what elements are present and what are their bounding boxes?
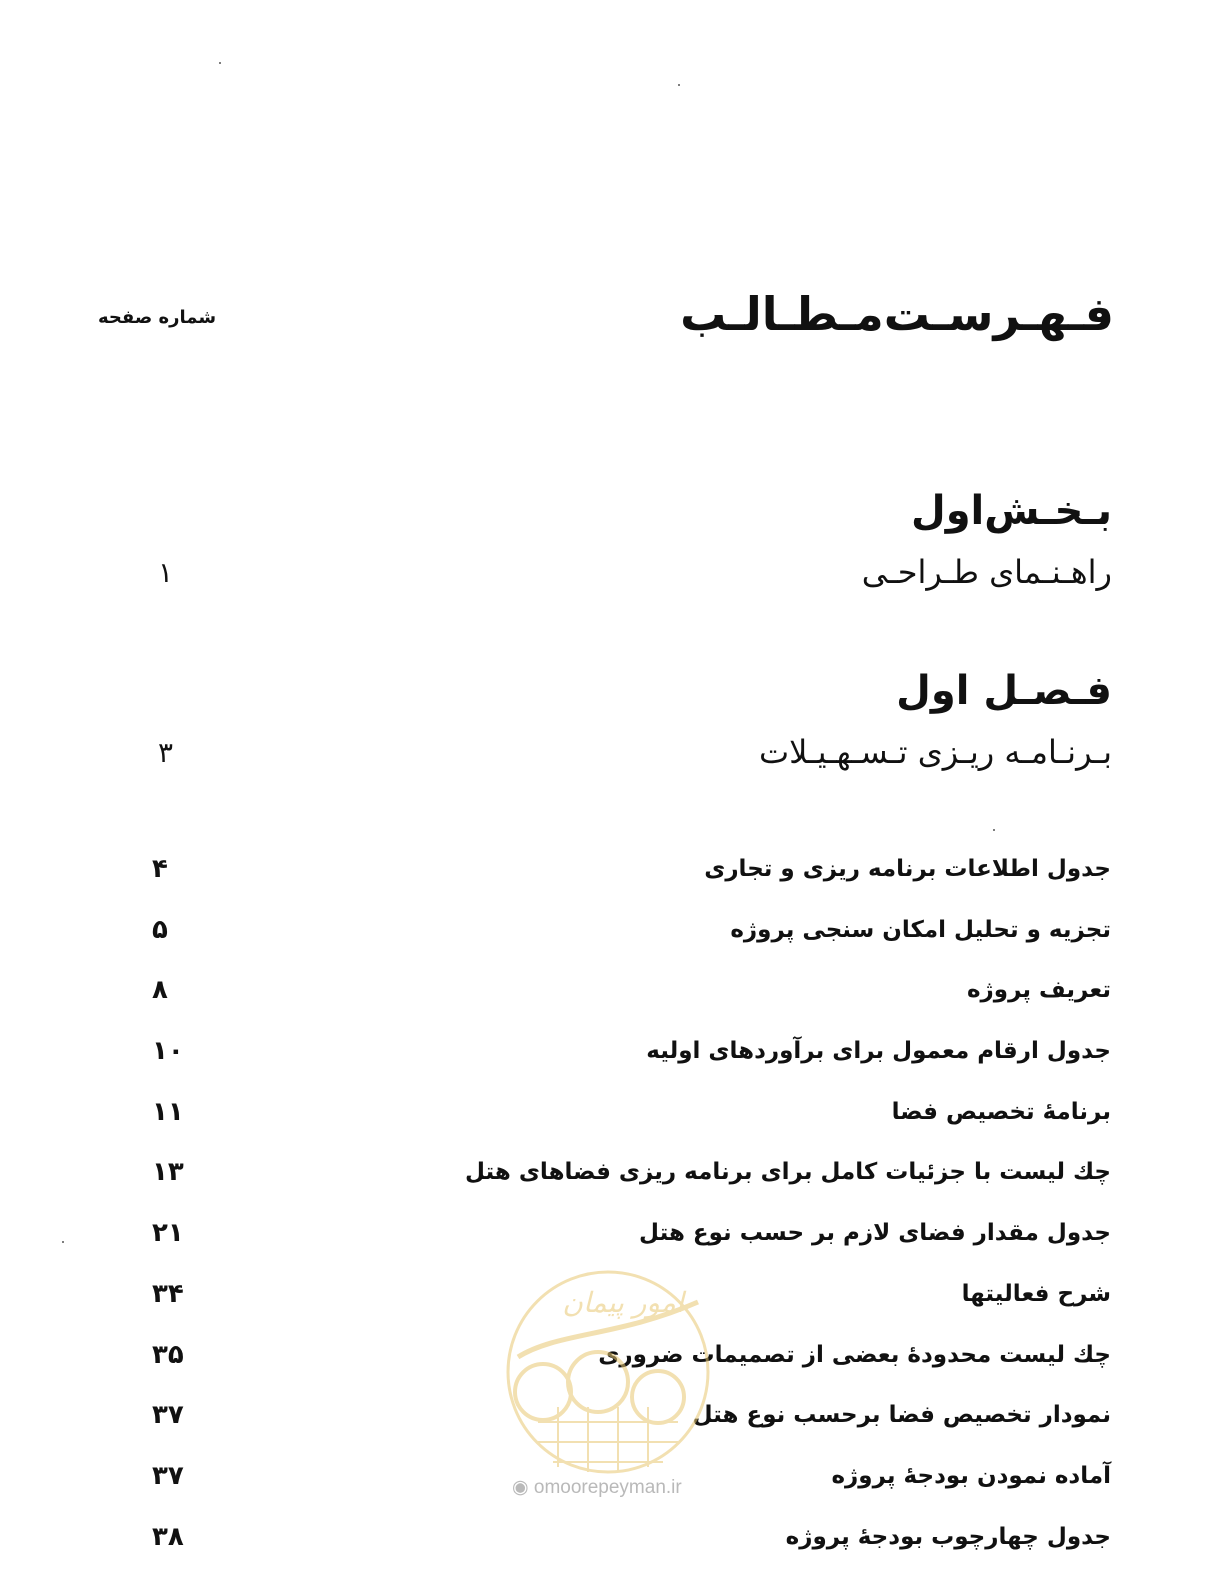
print-speck bbox=[678, 84, 680, 86]
toc-entry-page: ۱۳ bbox=[152, 1157, 184, 1188]
toc-entry-page: ۵ bbox=[152, 914, 168, 945]
part-page-number: ۱ bbox=[158, 556, 174, 589]
part-subtitle: راهـنـمای طـراحـی bbox=[861, 553, 1112, 591]
watermark-logo-text: امور پیمان bbox=[562, 1286, 684, 1319]
toc-entry-title: تجزیه و تحلیل امکان سنجی پروژه bbox=[730, 916, 1111, 943]
toc-entry-page: ۸ bbox=[152, 975, 168, 1006]
globe-icon: ◉ bbox=[512, 1477, 529, 1498]
chapter-page-number: ۳ bbox=[158, 736, 174, 769]
toc-entry-title: جدول ارقام معمول برای برآوردهای اولیه bbox=[646, 1038, 1111, 1065]
print-speck bbox=[219, 62, 221, 64]
toc-entry-title: شرح فعالیتها bbox=[961, 1280, 1111, 1307]
toc-entry-page: ۳۷ bbox=[152, 1400, 184, 1431]
toc-entry-title: جدول مقدار فضای لازم بر حسب نوع هتل bbox=[639, 1220, 1111, 1247]
toc-entry-title: نمودار تخصیص فضا برحسب نوع هتل bbox=[692, 1402, 1111, 1429]
page-number-column-label: شماره صفحه bbox=[98, 307, 217, 328]
print-speck bbox=[993, 829, 995, 831]
toc-entry bbox=[0, 1093, 1229, 1154]
toc-entry-page: ۱۱ bbox=[152, 1096, 184, 1127]
toc-entry bbox=[0, 971, 1229, 1032]
toc-entry-page: ۳۷ bbox=[152, 1460, 184, 1491]
toc-entry-title: جدول چهارچوب بودجهٔ پروژه bbox=[785, 1523, 1111, 1550]
watermark-url bbox=[512, 1476, 682, 1499]
chapter-heading: فـصـل اول bbox=[896, 668, 1112, 714]
toc-entry-title: چك لیست محدودهٔ بعضی از تصمیمات ضروری bbox=[598, 1341, 1111, 1368]
toc-entry-page: ۳۴ bbox=[152, 1278, 184, 1309]
toc-entry-page: ۲۱ bbox=[152, 1218, 184, 1249]
toc-entry-title: چك لیست با جزئیات کامل برای برنامه ریزی فضاهای هتل bbox=[464, 1159, 1111, 1186]
toc-entry-page: ۳۵ bbox=[152, 1339, 184, 1370]
toc-entry-page: ۱۰ bbox=[152, 1036, 184, 1067]
toc-entry bbox=[0, 1518, 1229, 1579]
toc-entry-title: برنامهٔ تخصیص فضا bbox=[891, 1098, 1111, 1125]
toc-entry bbox=[0, 911, 1229, 972]
watermark-url-text: omoorepeyman.ir bbox=[533, 1477, 682, 1498]
toc-entry-page: ۳۸ bbox=[152, 1521, 184, 1552]
chapter-subtitle: بـرنـامـه ریـزی تـسـهـیـلات bbox=[759, 733, 1112, 771]
part-heading: بـخـش‌اول bbox=[910, 488, 1112, 534]
toc-entry-page: ۴ bbox=[152, 854, 168, 884]
toc-entry bbox=[0, 850, 1229, 911]
toc-entry bbox=[0, 1032, 1229, 1093]
toc-entry-title: تعریف پروژه bbox=[966, 977, 1111, 1004]
toc-entry bbox=[0, 1153, 1229, 1214]
toc-entry-title: جدول اطلاعات برنامه ریزی و تجاری bbox=[704, 856, 1111, 882]
page-title: فـهـرسـت‌مـطـالـب bbox=[680, 287, 1114, 341]
toc-entry-title: آماده نمودن بودجهٔ پروژه bbox=[831, 1462, 1111, 1489]
watermark-logo bbox=[498, 1262, 718, 1512]
